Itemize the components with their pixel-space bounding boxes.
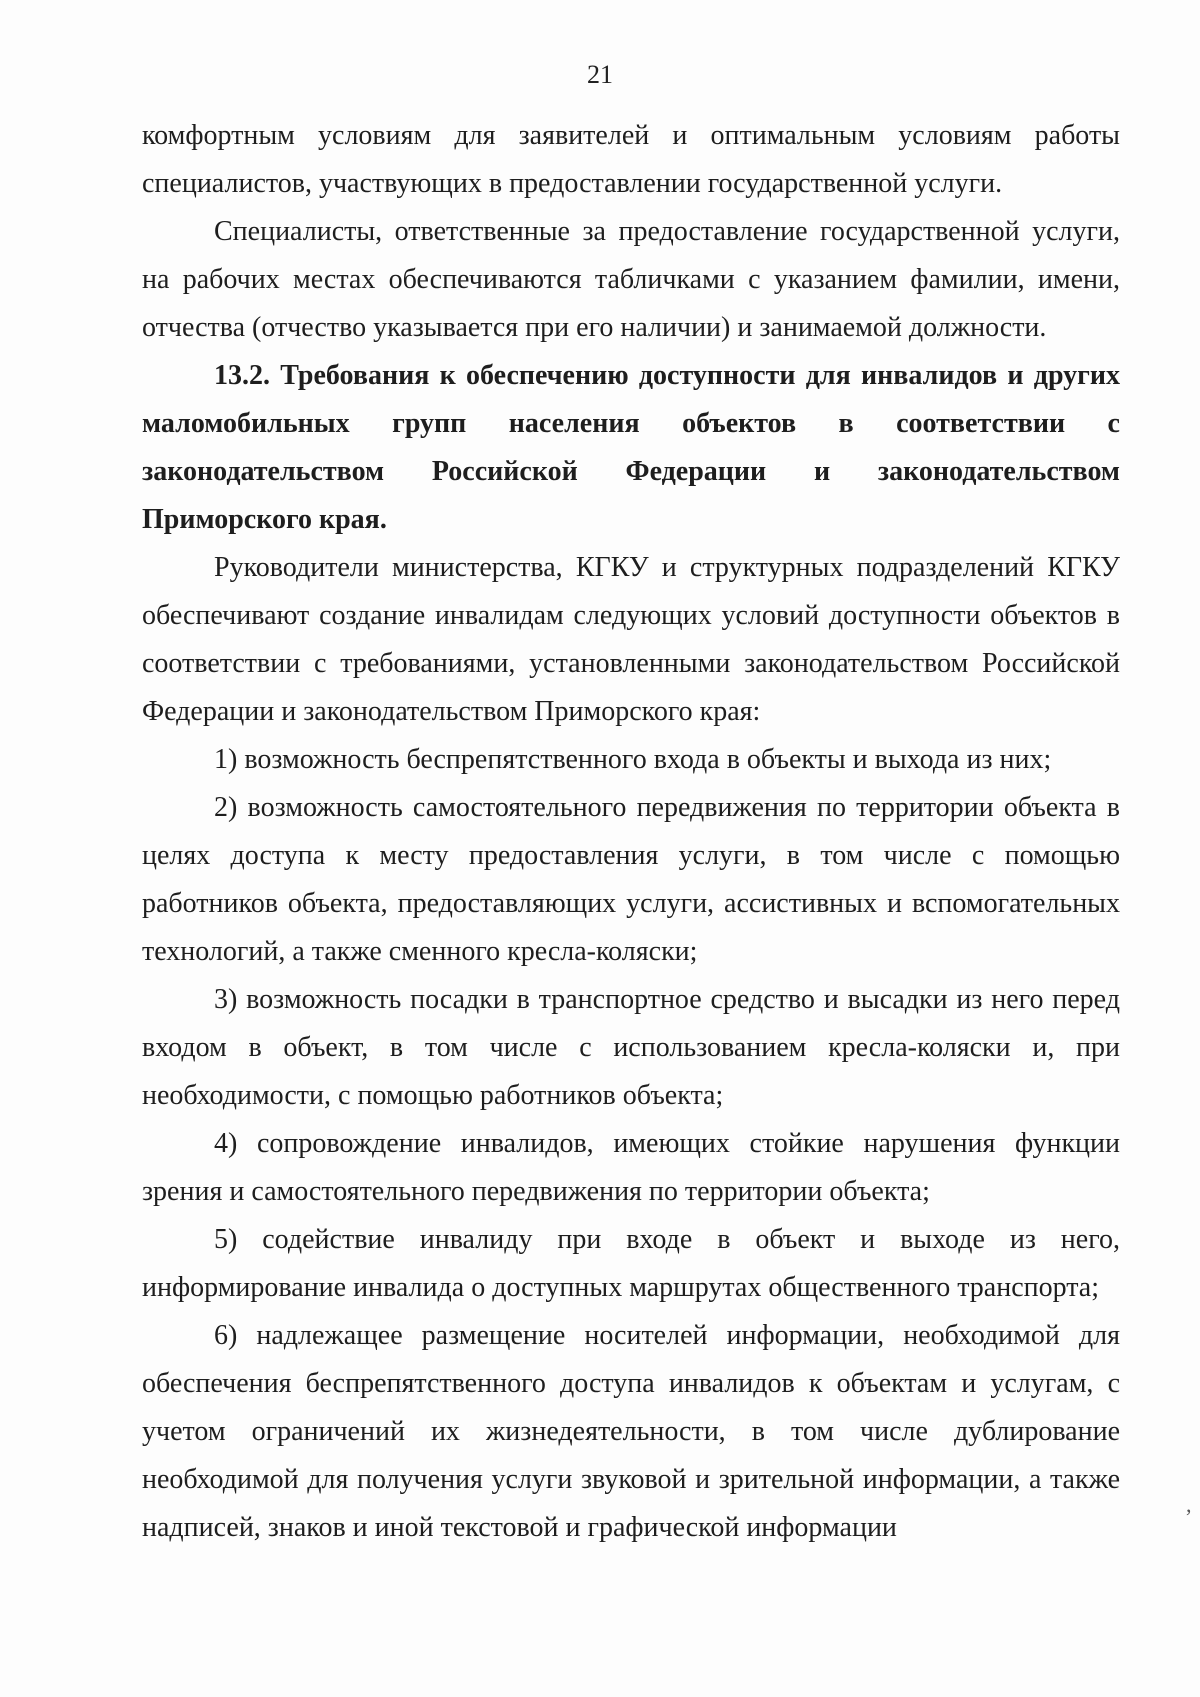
section-heading: 13.2. Требования к обеспечению доступности для инвалидов и других маломобильных групп населения объектов в соответствии с законодательством Российской Федерации и законодательством Приморского края. [142, 360, 1120, 535]
paragraph-specialists: Специалисты, ответственные за предоставление государственной услуги, на рабочих местах обеспечиваются табличками с указанием фамилии, имени, отчества (отчество указывается при его наличии) и занимаемой должности. [142, 216, 1120, 343]
document-body [142, 112, 1120, 1552]
paragraph-managers: Руководители министерства, КГКУ и структурных подразделений КГКУ обеспечивают создание инвалидам следующих условий доступности объектов в соответствии с требованиями, установленными законодательством Российской Федерации и законодательством Приморского края: [142, 552, 1120, 727]
list-item-2: 2) возможность самостоятельного передвижения по территории объекта в целях доступа к месту предоставления услуги, в том числе с помощью работников объекта, предоставляющих услуги, ассистивных и вспомогательных технологий, а также сменного кресла-коляски; [142, 792, 1120, 967]
list-item-5: 5) содействие инвалиду при входе в объект и выходе из него, информирование инвалида о доступных маршрутах общественного транспорта; [142, 1224, 1120, 1303]
list-item-6: 6) надлежащее размещение носителей информации, необходимой для обеспечения беспрепятственного доступа инвалидов к объектам и услугам, с учетом ограничений их жизнедеятельности, в том числе дублирование необходимой для получения услуги звуковой и зрительной информации, а также надписей, знаков и иной текстовой и графической информации [142, 1320, 1120, 1543]
list-item-4: 4) сопровождение инвалидов, имеющих стойкие нарушения функции зрения и самостоятельного передвижения по территории объекта; [142, 1128, 1120, 1207]
paragraph-continuation: комфортным условиям для заявителей и оптимальным условиям работы специалистов, участвующих в предоставлении государственной услуги. [142, 120, 1120, 199]
margin-mark: , [1186, 1492, 1192, 1517]
list-item-1: 1) возможность беспрепятственного входа в объекты и выхода из них; [214, 744, 1052, 775]
page-number: 21 [587, 60, 613, 89]
list-item-3: 3) возможность посадки в транспортное средство и высадки из него перед входом в объект, в том числе с использованием кресла-коляски и, при необходимости, с помощью работников объекта; [142, 984, 1120, 1111]
